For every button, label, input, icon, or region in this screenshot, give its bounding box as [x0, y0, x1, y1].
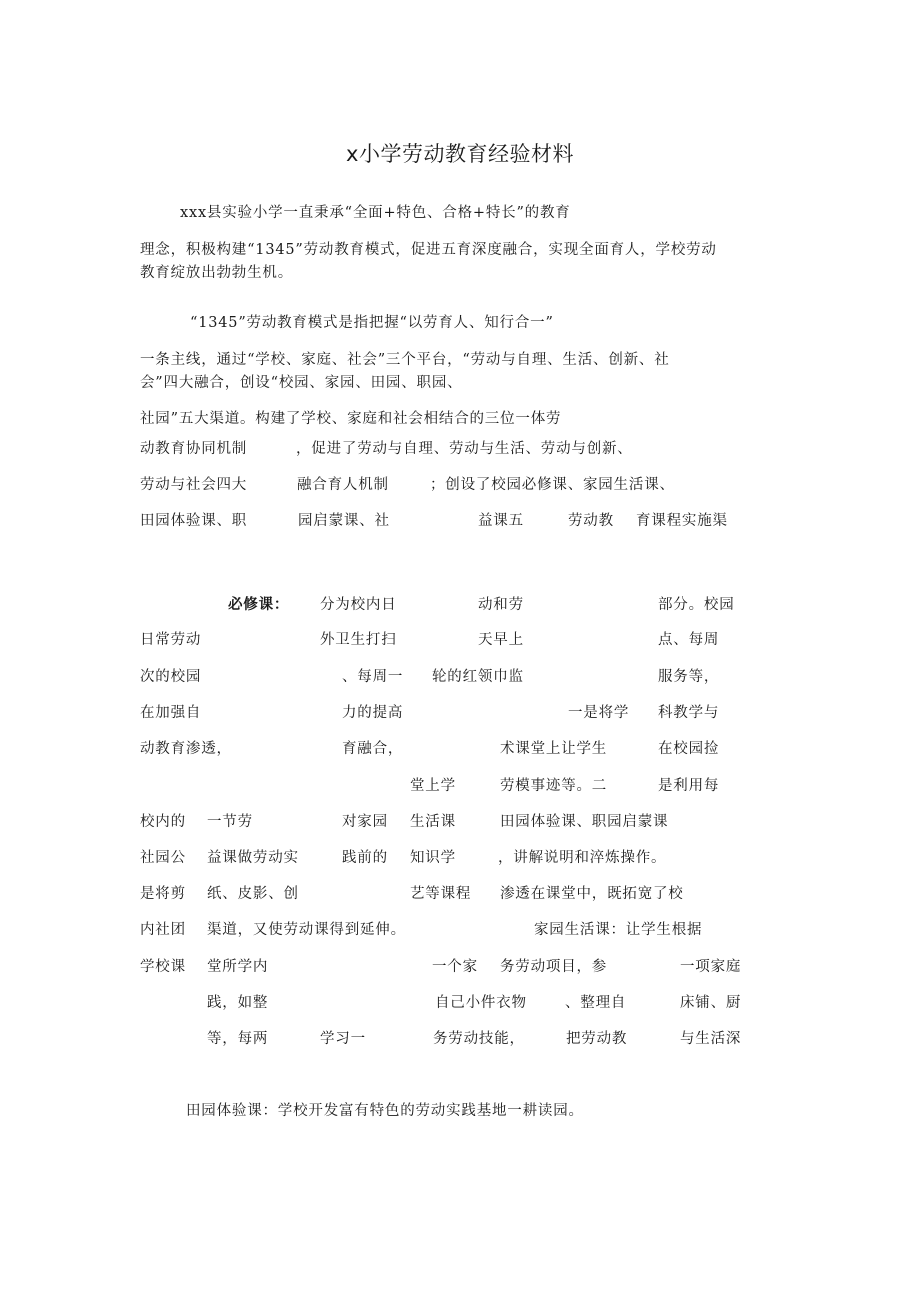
- block-row-2-seg-3: 天早上: [478, 632, 524, 648]
- paragraph-2-line-6b: 融合育人机制: [297, 477, 389, 493]
- block-row-12-seg-1: 践，如整: [207, 995, 269, 1011]
- paragraph-1-line-3: 教育绽放出勃勃生机。: [140, 265, 293, 281]
- block-row-11-seg-2: 堂所学内: [207, 959, 269, 975]
- paragraph-2-line-5a: 动教育协同机制: [140, 441, 248, 457]
- paragraph-2-line-6a: 劳动与社会四大: [140, 477, 248, 493]
- block-row-8-seg-3: 践前的: [342, 850, 388, 866]
- block-row-2-seg-2: 外卫生打扫: [320, 632, 397, 648]
- block-row-13-seg-5: 与生活深: [680, 1031, 742, 1047]
- block-row-5-seg-1: 动教育渗透，: [140, 741, 232, 757]
- block-row-9-seg-3: 艺等课程: [410, 886, 472, 902]
- block-row-1-seg-4: 部分。校园: [658, 597, 735, 613]
- paragraph-1-line-1: xxx县实验小学一直秉承“全面+特色、合格+特长”的教育: [180, 205, 571, 221]
- paragraph-2-line-7a: 田园体验课、职: [140, 513, 248, 529]
- block-row-5-seg-3: 术课堂上让学生: [500, 741, 608, 757]
- block-row-4-seg-4: 科教学与: [658, 705, 720, 721]
- paragraph-1-line-2: 理念，积极构建“1345”劳动教育模式，促进五育深度融合，实现全面育人，学校劳动: [140, 242, 717, 258]
- block-row-8-seg-2: 益课做劳动实: [207, 850, 299, 866]
- block-row-7-seg-2: 一节劳: [207, 814, 253, 830]
- block-row-11-seg-5: 一项家庭: [680, 959, 742, 975]
- paragraph-2-line-7c: 益课五: [478, 513, 524, 529]
- block-row-2-seg-4: 点、每周: [658, 632, 720, 648]
- block-row-10-seg-1: 内社团: [140, 922, 186, 938]
- block-row-4-seg-1: 在加强自: [140, 705, 202, 721]
- block-row-6-seg-3: 是利用每: [658, 778, 720, 794]
- paragraph-2-line-1: “1345”劳动教育模式是指把握“以劳育人、知行合一”: [190, 315, 554, 331]
- block-row-4-seg-2: 力的提高: [342, 705, 404, 721]
- block-row-5-seg-4: 在校园捡: [658, 741, 720, 757]
- block-row-2-seg-1: 日常劳动: [140, 632, 202, 648]
- block-row-3-seg-2: 、每周一: [342, 669, 404, 685]
- block-row-12-seg-2: 自己小件衣物: [435, 995, 527, 1011]
- block-row-11-seg-3: 一个家: [432, 959, 478, 975]
- block-row-13-seg-1: 等，每两: [207, 1031, 269, 1047]
- block-row-1-seg-3: 动和劳: [478, 597, 524, 613]
- block-row-1-seg-2: 分为校内日: [320, 597, 397, 613]
- paragraph-2-line-3: 会”四大融合，创设“校园、家园、田园、职园、: [140, 375, 463, 391]
- block-row-3-seg-1: 次的校园: [140, 669, 202, 685]
- block-row-3-seg-3: 轮的红领巾监: [432, 669, 524, 685]
- block-row-3-seg-4: 服务等，: [658, 669, 720, 685]
- paragraph-2-line-4: 社园”五大渠道。构建了学校、家庭和社会相结合的三位一体劳: [140, 411, 562, 427]
- block-row-7-seg-3: 对家园: [342, 814, 388, 830]
- block-row-6-seg-2: 劳模事迹等。二: [500, 778, 608, 794]
- paragraph-2-line-6c: ；创设了校园必修课、家园生活课、: [430, 477, 675, 493]
- block-row-5-seg-2: 育融合，: [342, 741, 404, 757]
- paragraph-2-line-5b: ，促进了劳动与自理、劳动与生活、劳动与创新、: [296, 441, 633, 457]
- paragraph-2-line-7e: 育课程实施渠: [636, 513, 728, 529]
- block-row-10-seg-2: 渠道，又使劳动课得到延伸。: [207, 922, 406, 938]
- block-row-8-seg-4: 知识学: [410, 850, 456, 866]
- block-row-7-seg-5: 田园体验课、职园启蒙课: [500, 814, 669, 830]
- block-row-9-seg-4: 渗透在课堂中，既拓宽了校: [500, 886, 684, 902]
- block-row-8-seg-5: ，讲解说明和淬炼操作。: [498, 850, 667, 866]
- document-title: x小学劳动教育经验材料: [346, 142, 574, 166]
- block-row-11-seg-1: 学校课: [140, 959, 186, 975]
- block-row-7-seg-4: 生活课: [410, 814, 456, 830]
- block-row-10-seg-3: 家园生活课：让学生根据: [534, 922, 703, 938]
- paragraph-2-line-2: 一条主线，通过“学校、家庭、社会”三个平台，“劳动与自理、生活、创新、社: [140, 352, 670, 368]
- block-row-11-seg-4: 务劳动项目，参: [500, 959, 608, 975]
- block-row-6-seg-1: 堂上学: [410, 778, 456, 794]
- block-row-12-seg-3: 、整理自: [565, 995, 627, 1011]
- block-row-8-seg-1: 社园公: [140, 850, 186, 866]
- paragraph-2-line-7d: 劳动教: [568, 513, 614, 529]
- block-row-4-seg-3: 一是将学: [568, 705, 630, 721]
- field-experience-course-line: 田园体验课：学校开发富有特色的劳动实践基地一耕读园。: [186, 1103, 584, 1119]
- block-row-7-seg-1: 校内的: [140, 814, 186, 830]
- block-row-12-seg-4: 床铺、厨: [680, 995, 742, 1011]
- paragraph-2-line-7b: 园启蒙课、社: [298, 513, 390, 529]
- block-row-13-seg-3: 务劳动技能，: [433, 1031, 525, 1047]
- block-row-9-seg-2: 纸、皮影、创: [207, 886, 299, 902]
- block-row-13-seg-4: 把劳动教: [566, 1031, 628, 1047]
- block-row-13-seg-2: 学习一: [320, 1031, 366, 1047]
- block-row-9-seg-1: 是将剪: [140, 886, 186, 902]
- required-course-label: 必修课：: [228, 596, 290, 613]
